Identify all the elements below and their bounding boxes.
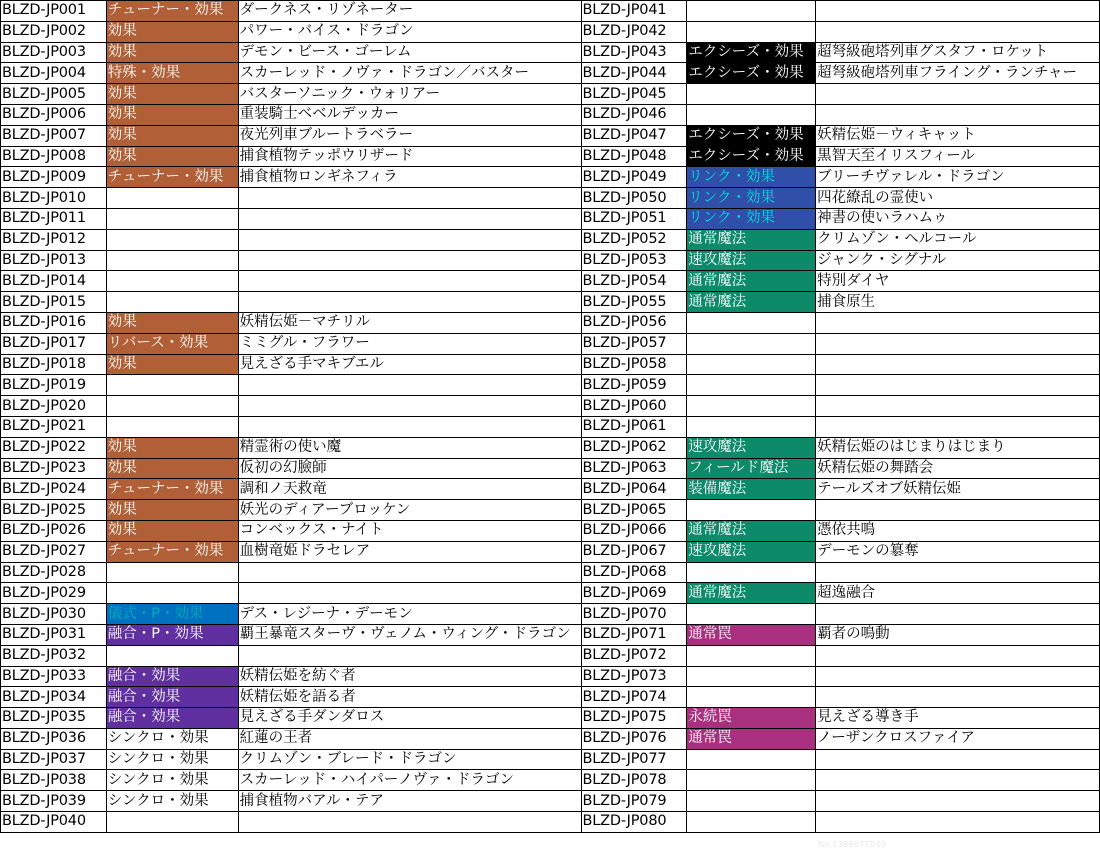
card-type-cell[interactable]: 儀式・P・効果 <box>106 604 238 625</box>
card-name-cell[interactable] <box>238 229 581 250</box>
card-number-cell[interactable]: BLZD-JP054 <box>581 271 687 292</box>
card-type-cell[interactable] <box>687 500 816 521</box>
card-number-cell[interactable]: BLZD-JP016 <box>1 312 107 333</box>
card-name-cell[interactable]: 見えざる手ダンダロス <box>238 708 581 729</box>
table-row <box>1 708 1100 729</box>
table-row <box>1 125 1100 146</box>
card-name-cell[interactable]: ブリーチヴァレル・ドラゴン <box>816 167 1100 188</box>
card-type-cell[interactable] <box>687 666 816 687</box>
table-row <box>1 354 1100 375</box>
table-row <box>1 458 1100 479</box>
table-row <box>1 624 1100 645</box>
card-number-cell[interactable]: BLZD-JP066 <box>581 520 687 541</box>
card-type-cell[interactable] <box>687 312 816 333</box>
card-number-cell[interactable]: BLZD-JP037 <box>1 749 107 770</box>
card-type-cell[interactable]: 効果 <box>106 520 238 541</box>
card-type-cell[interactable] <box>106 229 238 250</box>
card-type-cell[interactable] <box>106 250 238 271</box>
card-type-cell[interactable]: 融合・効果 <box>106 666 238 687</box>
card-number-cell[interactable]: BLZD-JP061 <box>581 416 687 437</box>
card-type-cell[interactable] <box>687 770 816 791</box>
card-type-cell[interactable] <box>687 791 816 812</box>
table-row <box>1 645 1100 666</box>
card-number-cell[interactable]: BLZD-JP045 <box>581 84 687 105</box>
card-type-cell[interactable]: チューナー・効果 <box>106 167 238 188</box>
card-name-cell[interactable]: パワー・バイス・ドラゴン <box>238 21 581 42</box>
card-number-cell[interactable]: BLZD-JP001 <box>1 1 107 22</box>
card-type-cell[interactable] <box>687 749 816 770</box>
table-row <box>1 791 1100 812</box>
card-name-cell[interactable]: ミミグル・フラワー <box>238 333 581 354</box>
card-name-cell[interactable]: 超弩級砲塔列車グスタフ・ロケット <box>816 42 1100 63</box>
card-number-cell[interactable]: BLZD-JP018 <box>1 354 107 375</box>
card-number-cell[interactable]: BLZD-JP006 <box>1 104 107 125</box>
card-number-cell[interactable]: BLZD-JP062 <box>581 437 687 458</box>
card-name-cell[interactable] <box>816 749 1100 770</box>
card-name-cell[interactable] <box>816 770 1100 791</box>
card-name-cell[interactable]: バスターソニック・ウォリアー <box>238 84 581 105</box>
card-number-cell[interactable]: BLZD-JP004 <box>1 63 107 84</box>
card-number-cell[interactable]: BLZD-JP030 <box>1 604 107 625</box>
card-number-cell[interactable]: BLZD-JP050 <box>581 188 687 209</box>
card-name-cell[interactable]: 重装騎士ベベルデッカー <box>238 104 581 125</box>
card-name-cell[interactable] <box>238 208 581 229</box>
card-number-cell[interactable]: BLZD-JP067 <box>581 541 687 562</box>
card-name-cell[interactable]: デモン・ビース・ゴーレム <box>238 42 581 63</box>
card-number-cell[interactable]: BLZD-JP009 <box>1 167 107 188</box>
card-number-cell[interactable]: BLZD-JP013 <box>1 250 107 271</box>
table-row <box>1 63 1100 84</box>
card-name-cell[interactable] <box>816 1 1100 22</box>
table-row <box>1 333 1100 354</box>
card-type-cell[interactable] <box>106 375 238 396</box>
card-number-cell[interactable]: BLZD-JP073 <box>581 666 687 687</box>
card-number-cell[interactable]: BLZD-JP065 <box>581 500 687 521</box>
card-type-cell[interactable]: リバース・効果 <box>106 333 238 354</box>
card-number-cell[interactable]: BLZD-JP078 <box>581 770 687 791</box>
card-type-cell[interactable]: 効果 <box>106 354 238 375</box>
card-type-cell[interactable] <box>687 645 816 666</box>
card-name-cell[interactable] <box>238 271 581 292</box>
card-number-cell[interactable]: BLZD-JP040 <box>1 812 107 833</box>
card-name-cell[interactable] <box>238 250 581 271</box>
card-number-cell[interactable]: BLZD-JP007 <box>1 125 107 146</box>
card-type-cell[interactable] <box>687 354 816 375</box>
card-name-cell[interactable] <box>816 21 1100 42</box>
table-row <box>1 84 1100 105</box>
card-name-cell[interactable] <box>816 645 1100 666</box>
table-row <box>1 770 1100 791</box>
card-number-cell[interactable]: BLZD-JP021 <box>1 416 107 437</box>
card-name-cell[interactable]: 妖精伝姫のはじまりはじまり <box>816 437 1100 458</box>
card-name-cell[interactable]: 超弩級砲塔列車フライング・ランチャー <box>816 63 1100 84</box>
card-name-cell[interactable] <box>238 188 581 209</box>
card-type-cell[interactable]: チューナー・効果 <box>106 479 238 500</box>
card-name-cell[interactable] <box>816 562 1100 583</box>
card-type-cell[interactable] <box>106 645 238 666</box>
card-number-cell[interactable]: BLZD-JP055 <box>581 292 687 313</box>
card-number-cell[interactable]: BLZD-JP049 <box>581 167 687 188</box>
card-type-cell[interactable]: エクシーズ・効果 <box>687 63 816 84</box>
card-number-cell[interactable]: BLZD-JP012 <box>1 229 107 250</box>
card-type-cell[interactable]: 効果 <box>106 312 238 333</box>
card-name-cell[interactable]: 四花繚乱の霊使い <box>816 188 1100 209</box>
card-number-cell[interactable]: BLZD-JP008 <box>1 146 107 167</box>
card-name-cell[interactable] <box>816 500 1100 521</box>
card-number-cell[interactable]: BLZD-JP070 <box>581 604 687 625</box>
card-type-cell[interactable] <box>687 104 816 125</box>
card-name-cell[interactable]: 夜光列車ブルートラベラー <box>238 125 581 146</box>
table-row <box>1 604 1100 625</box>
table-row <box>1 104 1100 125</box>
table-row <box>1 416 1100 437</box>
card-number-cell[interactable]: BLZD-JP052 <box>581 229 687 250</box>
card-name-cell[interactable] <box>238 645 581 666</box>
table-row <box>1 812 1100 833</box>
card-number-cell[interactable]: BLZD-JP060 <box>581 396 687 417</box>
card-name-cell[interactable]: クリムゾン・ブレード・ドラゴン <box>238 749 581 770</box>
card-type-cell[interactable] <box>687 604 816 625</box>
table-row <box>1 479 1100 500</box>
card-name-cell[interactable] <box>238 583 581 604</box>
card-name-cell[interactable]: 超逸融合 <box>816 583 1100 604</box>
card-number-cell[interactable]: BLZD-JP048 <box>581 146 687 167</box>
card-name-cell[interactable] <box>238 292 581 313</box>
table-row <box>1 271 1100 292</box>
card-name-cell[interactable]: 特別ダイヤ <box>816 271 1100 292</box>
card-number-cell[interactable]: BLZD-JP051 <box>581 208 687 229</box>
card-number-cell[interactable]: BLZD-JP071 <box>581 624 687 645</box>
card-number-cell[interactable]: BLZD-JP010 <box>1 188 107 209</box>
card-name-cell[interactable]: 妖光のディアーブロッケン <box>238 500 581 521</box>
card-type-cell[interactable]: 通常魔法 <box>687 520 816 541</box>
card-type-cell[interactable]: フィールド魔法 <box>687 458 816 479</box>
card-name-cell[interactable] <box>816 687 1100 708</box>
card-name-cell[interactable]: 捕食植物ロンギネフィラ <box>238 167 581 188</box>
card-type-cell[interactable]: 通常魔法 <box>687 271 816 292</box>
card-number-cell[interactable]: BLZD-JP058 <box>581 354 687 375</box>
card-type-cell[interactable] <box>687 812 816 833</box>
card-type-cell[interactable]: 効果 <box>106 84 238 105</box>
card-name-cell[interactable] <box>238 375 581 396</box>
card-number-cell[interactable]: BLZD-JP005 <box>1 84 107 105</box>
card-name-cell[interactable]: 妖精伝姫を語る者 <box>238 687 581 708</box>
card-number-cell[interactable]: BLZD-JP072 <box>581 645 687 666</box>
card-number-cell[interactable]: BLZD-JP043 <box>581 42 687 63</box>
watermark: No.1388677049 <box>818 840 887 849</box>
card-number-cell[interactable]: BLZD-JP041 <box>581 1 687 22</box>
card-name-cell[interactable] <box>816 396 1100 417</box>
card-name-cell[interactable] <box>816 354 1100 375</box>
card-type-cell[interactable] <box>106 271 238 292</box>
card-number-cell[interactable]: BLZD-JP059 <box>581 375 687 396</box>
table-row <box>1 666 1100 687</box>
card-type-cell[interactable]: チューナー・効果 <box>106 541 238 562</box>
card-type-cell[interactable]: 効果 <box>106 21 238 42</box>
card-number-cell[interactable]: BLZD-JP036 <box>1 728 107 749</box>
card-number-cell[interactable]: BLZD-JP046 <box>581 104 687 125</box>
card-type-cell[interactable]: エクシーズ・効果 <box>687 146 816 167</box>
card-type-cell[interactable]: エクシーズ・効果 <box>687 42 816 63</box>
card-number-cell[interactable]: BLZD-JP034 <box>1 687 107 708</box>
card-name-cell[interactable]: スカーレッド・ハイパーノヴァ・ドラゴン <box>238 770 581 791</box>
card-number-cell[interactable]: BLZD-JP042 <box>581 21 687 42</box>
card-number-cell[interactable]: BLZD-JP076 <box>581 728 687 749</box>
card-name-cell[interactable]: コンベックス・ナイト <box>238 520 581 541</box>
card-name-cell[interactable]: 調和ノ天救竜 <box>238 479 581 500</box>
table-row <box>1 167 1100 188</box>
card-number-cell[interactable]: BLZD-JP019 <box>1 375 107 396</box>
table-row <box>1 583 1100 604</box>
card-name-cell[interactable] <box>238 562 581 583</box>
card-type-cell[interactable] <box>687 375 816 396</box>
card-type-cell[interactable]: 融合・効果 <box>106 708 238 729</box>
card-number-cell[interactable]: BLZD-JP020 <box>1 396 107 417</box>
table-row <box>1 396 1100 417</box>
card-type-cell[interactable]: 効果 <box>106 125 238 146</box>
card-name-cell[interactable]: 精霊術の使い魔 <box>238 437 581 458</box>
card-type-cell[interactable] <box>106 208 238 229</box>
card-type-cell[interactable]: リンク・効果 <box>687 208 816 229</box>
card-name-cell[interactable] <box>816 104 1100 125</box>
card-name-cell[interactable]: スカーレッド・ノヴァ・ドラゴン／バスター <box>238 63 581 84</box>
card-type-cell[interactable] <box>687 396 816 417</box>
card-name-cell[interactable]: 見えざる導き手 <box>816 708 1100 729</box>
card-type-cell[interactable]: 永続罠 <box>687 708 816 729</box>
card-name-cell[interactable]: 妖精伝姫の舞踏会 <box>816 458 1100 479</box>
card-name-cell[interactable]: 妖精伝姫－マチリル <box>238 312 581 333</box>
card-type-cell[interactable] <box>106 292 238 313</box>
card-type-cell[interactable]: シンクロ・効果 <box>106 791 238 812</box>
card-name-cell[interactable] <box>816 375 1100 396</box>
card-name-cell[interactable] <box>816 791 1100 812</box>
table-row <box>1 292 1100 313</box>
card-name-cell[interactable] <box>238 812 581 833</box>
card-number-cell[interactable]: BLZD-JP002 <box>1 21 107 42</box>
card-name-cell[interactable]: 血樹竜姫ドラセレア <box>238 541 581 562</box>
card-name-cell[interactable]: 紅蓮の王者 <box>238 728 581 749</box>
table-row <box>1 250 1100 271</box>
card-type-cell[interactable] <box>106 812 238 833</box>
card-type-cell[interactable] <box>687 562 816 583</box>
card-number-cell[interactable]: BLZD-JP033 <box>1 666 107 687</box>
table-row <box>1 437 1100 458</box>
card-name-cell[interactable]: テールズオブ妖精伝姫 <box>816 479 1100 500</box>
table-row <box>1 749 1100 770</box>
card-number-cell[interactable]: BLZD-JP038 <box>1 770 107 791</box>
card-name-cell[interactable] <box>816 333 1100 354</box>
card-type-cell[interactable]: 通常魔法 <box>687 292 816 313</box>
card-type-cell[interactable]: 効果 <box>106 146 238 167</box>
card-type-cell[interactable] <box>106 562 238 583</box>
card-type-cell[interactable]: 通常罠 <box>687 624 816 645</box>
card-name-cell[interactable] <box>816 416 1100 437</box>
table-row <box>1 1 1100 22</box>
card-number-cell[interactable]: BLZD-JP032 <box>1 645 107 666</box>
card-type-cell[interactable]: シンクロ・効果 <box>106 728 238 749</box>
card-number-cell[interactable]: BLZD-JP080 <box>581 812 687 833</box>
table-row <box>1 500 1100 521</box>
card-number-cell[interactable]: BLZD-JP074 <box>581 687 687 708</box>
card-type-cell[interactable]: 装備魔法 <box>687 479 816 500</box>
card-number-cell[interactable]: BLZD-JP064 <box>581 479 687 500</box>
card-number-cell[interactable]: BLZD-JP039 <box>1 791 107 812</box>
card-type-cell[interactable] <box>106 416 238 437</box>
card-name-cell[interactable]: ジャンク・シグナル <box>816 250 1100 271</box>
card-number-cell[interactable]: BLZD-JP014 <box>1 271 107 292</box>
card-type-cell[interactable]: 効果 <box>106 42 238 63</box>
card-type-cell[interactable] <box>687 1 816 22</box>
card-type-cell[interactable] <box>687 687 816 708</box>
card-name-cell[interactable]: 覇者の鳴動 <box>816 624 1100 645</box>
card-type-cell[interactable]: シンクロ・効果 <box>106 770 238 791</box>
card-number-cell[interactable]: BLZD-JP075 <box>581 708 687 729</box>
card-type-cell[interactable] <box>687 333 816 354</box>
card-number-cell[interactable]: BLZD-JP011 <box>1 208 107 229</box>
card-number-cell[interactable]: BLZD-JP024 <box>1 479 107 500</box>
card-number-cell[interactable]: BLZD-JP069 <box>581 583 687 604</box>
card-number-cell[interactable]: BLZD-JP044 <box>581 63 687 84</box>
card-type-cell[interactable] <box>106 583 238 604</box>
card-type-cell[interactable]: 融合・P・効果 <box>106 624 238 645</box>
card-number-cell[interactable]: BLZD-JP079 <box>581 791 687 812</box>
card-type-cell[interactable]: 効果 <box>106 458 238 479</box>
card-type-cell[interactable]: 速攻魔法 <box>687 437 816 458</box>
table-row <box>1 562 1100 583</box>
card-type-cell[interactable]: 効果 <box>106 437 238 458</box>
card-name-cell[interactable]: デーモンの簒奪 <box>816 541 1100 562</box>
card-list-body <box>1 1 1100 833</box>
card-number-cell[interactable]: BLZD-JP022 <box>1 437 107 458</box>
table-row <box>1 188 1100 209</box>
card-type-cell[interactable]: リンク・効果 <box>687 167 816 188</box>
card-number-cell[interactable]: BLZD-JP068 <box>581 562 687 583</box>
card-number-cell[interactable]: BLZD-JP025 <box>1 500 107 521</box>
card-name-cell[interactable] <box>816 84 1100 105</box>
card-type-cell[interactable]: 効果 <box>106 500 238 521</box>
card-name-cell[interactable]: 捕食植物バアル・テア <box>238 791 581 812</box>
table-row <box>1 42 1100 63</box>
card-number-cell[interactable]: BLZD-JP031 <box>1 624 107 645</box>
card-number-cell[interactable]: BLZD-JP028 <box>1 562 107 583</box>
card-type-cell[interactable] <box>687 84 816 105</box>
table-row <box>1 312 1100 333</box>
card-type-cell[interactable]: リンク・効果 <box>687 188 816 209</box>
card-name-cell[interactable] <box>816 604 1100 625</box>
card-type-cell[interactable]: 通常魔法 <box>687 583 816 604</box>
card-name-cell[interactable]: 妖精伝姫を紡ぐ者 <box>238 666 581 687</box>
card-name-cell[interactable]: クリムゾン・ヘルコール <box>816 229 1100 250</box>
card-type-cell[interactable]: 特殊・効果 <box>106 63 238 84</box>
card-type-cell[interactable]: 速攻魔法 <box>687 250 816 271</box>
card-name-cell[interactable]: 覇王暴竜スターヴ・ヴェノム・ウィング・ドラゴン <box>238 624 581 645</box>
card-number-cell[interactable]: BLZD-JP053 <box>581 250 687 271</box>
card-type-cell[interactable]: 効果 <box>106 104 238 125</box>
card-name-cell[interactable]: 神書の使いラハムゥ <box>816 208 1100 229</box>
card-number-cell[interactable]: BLZD-JP017 <box>1 333 107 354</box>
card-number-cell[interactable]: BLZD-JP015 <box>1 292 107 313</box>
card-number-cell[interactable]: BLZD-JP027 <box>1 541 107 562</box>
card-number-cell[interactable]: BLZD-JP029 <box>1 583 107 604</box>
card-type-cell[interactable]: 通常魔法 <box>687 229 816 250</box>
card-name-cell[interactable]: 憑依共鳴 <box>816 520 1100 541</box>
card-number-cell[interactable]: BLZD-JP003 <box>1 42 107 63</box>
card-name-cell[interactable] <box>816 666 1100 687</box>
card-type-cell[interactable]: 融合・効果 <box>106 687 238 708</box>
card-type-cell[interactable] <box>687 21 816 42</box>
card-type-cell[interactable] <box>106 396 238 417</box>
card-name-cell[interactable] <box>238 396 581 417</box>
table-row <box>1 229 1100 250</box>
table-row <box>1 520 1100 541</box>
card-number-cell[interactable]: BLZD-JP026 <box>1 520 107 541</box>
table-row <box>1 687 1100 708</box>
table-row <box>1 21 1100 42</box>
card-number-cell[interactable]: BLZD-JP056 <box>581 312 687 333</box>
card-name-cell[interactable]: 見えざる手マキブエル <box>238 354 581 375</box>
card-name-cell[interactable]: 捕食植物テッポウリザード <box>238 146 581 167</box>
card-number-cell[interactable]: BLZD-JP035 <box>1 708 107 729</box>
card-number-cell[interactable]: BLZD-JP047 <box>581 125 687 146</box>
card-name-cell[interactable]: デス・レジーナ・デーモン <box>238 604 581 625</box>
card-type-cell[interactable]: エクシーズ・効果 <box>687 125 816 146</box>
table-row <box>1 375 1100 396</box>
card-type-cell[interactable]: 速攻魔法 <box>687 541 816 562</box>
card-name-cell[interactable]: 黒智天至イリスフィール <box>816 146 1100 167</box>
card-type-cell[interactable]: シンクロ・効果 <box>106 749 238 770</box>
card-name-cell[interactable] <box>816 312 1100 333</box>
card-number-cell[interactable]: BLZD-JP063 <box>581 458 687 479</box>
card-type-cell[interactable]: チューナー・効果 <box>106 1 238 22</box>
card-type-cell[interactable] <box>106 188 238 209</box>
card-name-cell[interactable]: ダークネス・リゾネーター <box>238 1 581 22</box>
card-name-cell[interactable]: 仮初の幻臉師 <box>238 458 581 479</box>
table-row <box>1 208 1100 229</box>
card-name-cell[interactable]: 妖精伝姫－ウィキャット <box>816 125 1100 146</box>
card-name-cell[interactable] <box>816 812 1100 833</box>
table-row <box>1 146 1100 167</box>
card-name-cell[interactable]: 捕食原生 <box>816 292 1100 313</box>
card-number-cell[interactable]: BLZD-JP057 <box>581 333 687 354</box>
card-name-cell[interactable]: ノーザンクロスファイア <box>816 728 1100 749</box>
card-number-cell[interactable]: BLZD-JP023 <box>1 458 107 479</box>
card-name-cell[interactable] <box>238 416 581 437</box>
table-row <box>1 728 1100 749</box>
card-type-cell[interactable]: 通常罠 <box>687 728 816 749</box>
table-row <box>1 541 1100 562</box>
card-type-cell[interactable] <box>687 416 816 437</box>
card-number-cell[interactable]: BLZD-JP077 <box>581 749 687 770</box>
